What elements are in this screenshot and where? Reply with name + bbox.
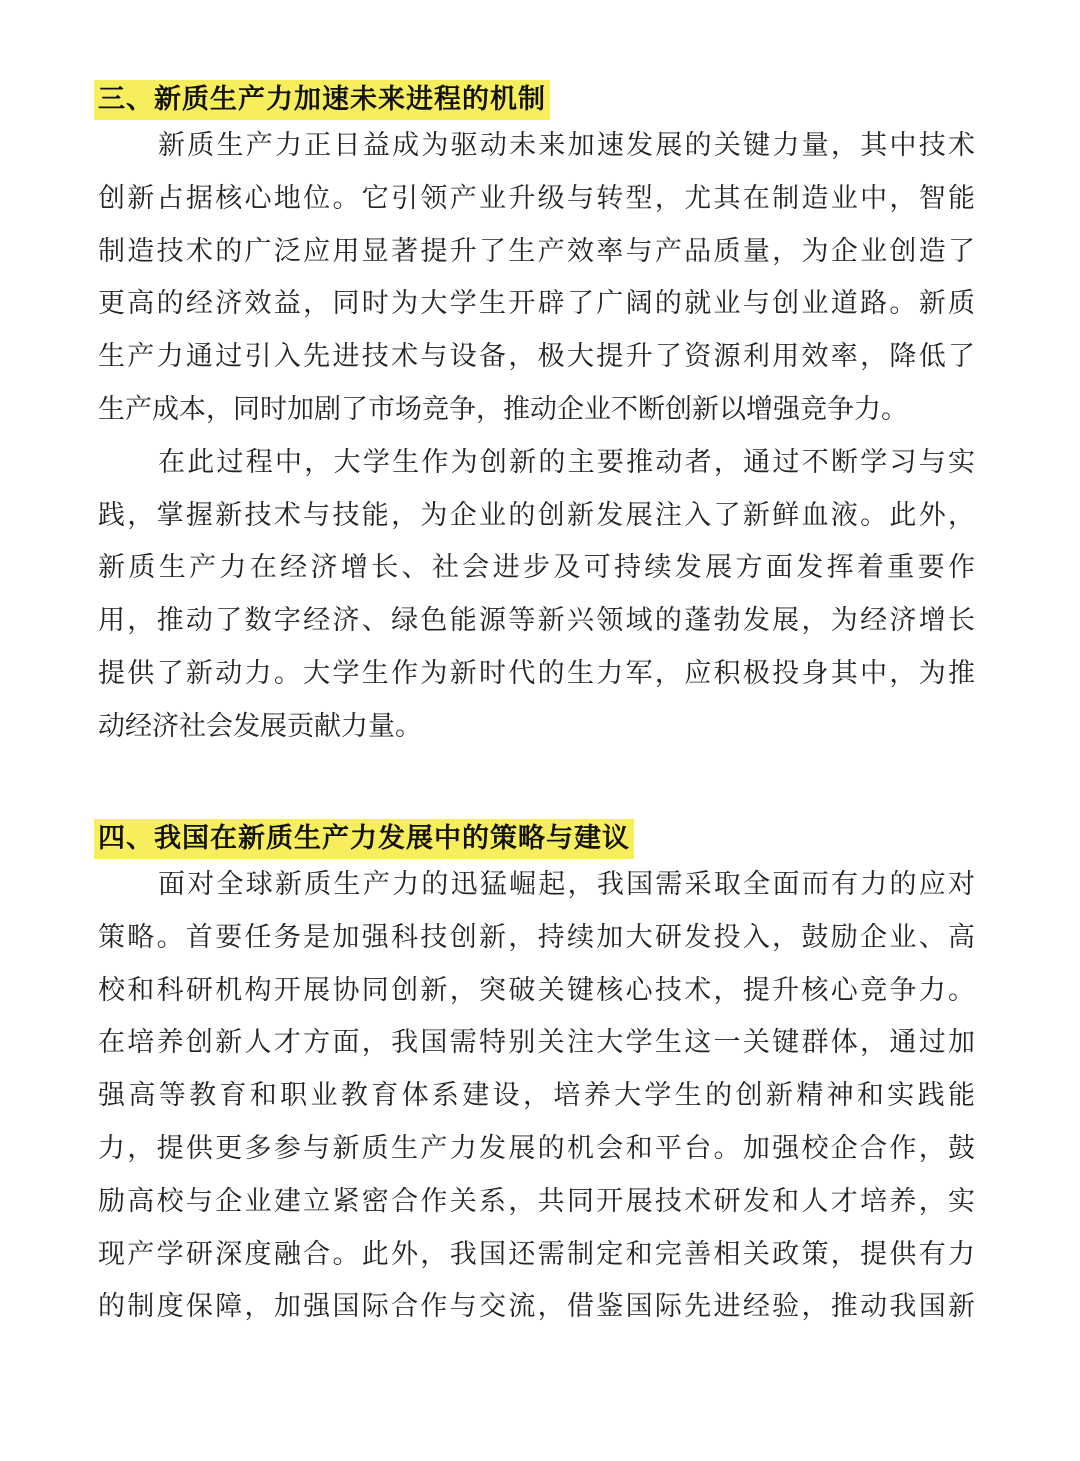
text-line: 在此过程中，大学生作为创新的主要推动者，通过不断学习与实 [158, 446, 975, 478]
paragraph [98, 120, 975, 437]
text-line: 践，掌握新技术与技能，为企业的创新发展注入了新鲜血液。此外， [98, 499, 975, 531]
text-line: 校和科研机构开展协同创新，突破关键核心技术，提升核心竞争力。 [98, 974, 975, 1006]
section-heading: 三、新质生产力加速未来进程的机制 [94, 80, 550, 120]
text-line: 面对全球新质生产力的迅猛崛起，我国需采取全面而有力的应对 [158, 869, 975, 900]
text-line: 新质生产力正日益成为驱动未来加速发展的关键力量，其中技术 [158, 130, 975, 161]
paragraph [98, 437, 975, 754]
text-line: 在培养创新人才方面，我国需特别关注大学生这一关键群体，通过加 [98, 1027, 975, 1059]
section-heading: 四、我国在新质生产力发展中的策略与建议 [94, 819, 634, 859]
section-three [98, 80, 975, 754]
text-line: 动经济社会发展贡献力量。 [98, 710, 422, 742]
text-line: 生产力通过引入先进技术与设备，极大提升了资源利用效率，降低了 [98, 341, 975, 373]
text-line: 强高等教育和职业教育体系建设，培养大学生的创新精神和实践能 [98, 1080, 975, 1112]
text-line: 用，推动了数字经济、绿色能源等新兴领域的蓬勃发展，为经济增长 [98, 605, 975, 637]
text-line: 的制度保障，加强国际合作与交流，借鉴国际先进经验，推动我国新 [98, 1291, 975, 1323]
text-line: 制造技术的广泛应用显著提升了生产效率与产品质量，为企业创造了 [98, 235, 975, 267]
text-line: 励高校与企业建立紧密合作关系，共同开展技术研发和人才培养，实 [98, 1185, 975, 1217]
paragraph [98, 859, 975, 1334]
text-line: 新质生产力在经济增长、社会进步及可持续发展方面发挥着重要作 [98, 552, 975, 584]
text-line: 创新占据核心地位。它引领产业升级与转型，尤其在制造业中，智能 [98, 182, 975, 214]
text-line: 提供了新动力。大学生作为新时代的生力军，应积极投身其中，为推 [98, 657, 975, 689]
text-line: 现产学研深度融合。此外，我国还需制定和完善相关政策，提供有力 [98, 1238, 975, 1270]
section-four [98, 819, 975, 1334]
text-line: 策略。首要任务是加强科技创新，持续加大研发投入，鼓励企业、高 [98, 921, 975, 953]
text-line: 生产成本，同时加剧了市场竞争，推动企业不断创新以增强竞争力。 [98, 393, 908, 425]
text-line: 更高的经济效益，同时为大学生开辟了广阔的就业与创业道路。新质 [98, 288, 975, 320]
text-line: 力，提供更多参与新质生产力发展的机会和平台。加强校企合作，鼓 [98, 1132, 975, 1164]
